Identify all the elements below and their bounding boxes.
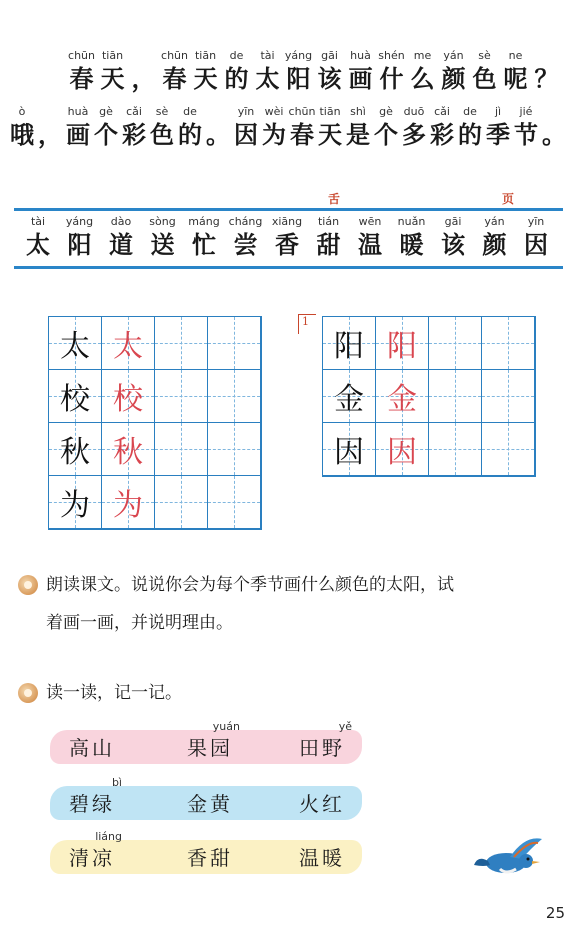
pinyin: chūn xyxy=(68,49,95,62)
pinyin: xiāng xyxy=(271,215,303,228)
hanzi: ， xyxy=(131,64,156,93)
pinyin: yáng xyxy=(65,215,94,228)
blank-practice-cell xyxy=(155,370,208,423)
pinyin: huà xyxy=(350,49,371,62)
ruby-char xyxy=(316,104,344,150)
hanzi: 彩 xyxy=(430,120,454,149)
hanzi: 季 xyxy=(486,120,510,149)
pinyin xyxy=(36,104,64,120)
blank-practice-cell xyxy=(482,317,535,370)
hanzi: 是 xyxy=(346,120,370,149)
pinyin: cǎi xyxy=(126,105,142,118)
pinyin: tiān xyxy=(194,49,217,62)
hanzi: 颜 xyxy=(441,64,466,93)
exercise-icon xyxy=(18,683,38,703)
vocab-char xyxy=(267,214,307,260)
band-word xyxy=(292,830,352,872)
radical-marker: 页 xyxy=(502,192,515,206)
hanzi: 因 xyxy=(234,120,258,149)
pinyin: ò xyxy=(18,105,26,118)
ruby-char xyxy=(176,104,204,150)
hanzi: 画 xyxy=(348,64,373,93)
trace-char-cell: 因 xyxy=(376,423,429,476)
pinyin: duō xyxy=(403,105,425,118)
pinyin: sè xyxy=(155,105,169,118)
model-char-cell: 因 xyxy=(323,423,376,476)
exercise-1-line-2: 着画一画，并说明理由。 xyxy=(46,613,233,633)
hanzi: 色 xyxy=(150,120,174,149)
vocab-top-line xyxy=(14,208,563,211)
word: 火红 xyxy=(299,792,345,816)
band-word xyxy=(62,830,122,872)
ruby-char xyxy=(372,104,400,150)
ruby-char xyxy=(204,104,232,150)
pinyin: shén xyxy=(378,49,405,62)
pinyin: liáng xyxy=(95,830,122,843)
vocab-char xyxy=(143,214,183,260)
blank-practice-cell xyxy=(208,476,261,529)
vocab-char xyxy=(226,214,266,260)
pinyin xyxy=(292,776,352,790)
vocab-char xyxy=(516,214,556,260)
blank-practice-cell xyxy=(208,317,261,370)
vocab-char xyxy=(392,214,432,260)
hanzi: 个 xyxy=(374,120,398,149)
band-word xyxy=(292,776,352,818)
ruby-char xyxy=(376,48,407,94)
pinyin: gāi xyxy=(444,215,462,228)
hanzi: 该 xyxy=(317,64,342,93)
hanzi: 春 xyxy=(290,120,314,149)
hanzi: 太 xyxy=(255,64,280,93)
ruby-char xyxy=(344,104,372,150)
blank-practice-cell xyxy=(208,370,261,423)
band-word xyxy=(62,720,122,762)
hanzi: 该 xyxy=(441,230,465,259)
hanzi: 色 xyxy=(472,64,497,93)
hanzi: 春 xyxy=(162,64,187,93)
pinyin xyxy=(540,104,568,120)
trace-char-cell: 校 xyxy=(102,370,155,423)
trace-char-cell: 金 xyxy=(376,370,429,423)
pinyin: cǎi xyxy=(434,105,450,118)
hanzi: 画 xyxy=(66,120,90,149)
pinyin xyxy=(128,48,159,64)
ruby-char xyxy=(540,104,568,150)
model-char-cell: 阳 xyxy=(323,317,376,370)
model-char-cell: 为 xyxy=(49,476,102,529)
hanzi: 的 xyxy=(458,120,482,149)
pinyin: jì xyxy=(494,105,502,118)
word: 高山 xyxy=(69,736,115,760)
exercise-1-line-1: 朗读课文。说说你会为每个季节画什么颜色的太阳，试 xyxy=(46,575,454,595)
blank-practice-cell xyxy=(429,370,482,423)
pinyin: wēn xyxy=(358,215,382,228)
pinyin: nuǎn xyxy=(397,215,426,228)
blank-practice-cell xyxy=(155,317,208,370)
word: 清凉 xyxy=(69,846,115,870)
vocab-char xyxy=(18,214,58,260)
model-char-cell: 校 xyxy=(49,370,102,423)
blank-practice-cell xyxy=(429,423,482,476)
ruby-char xyxy=(260,104,288,150)
pinyin: yuán xyxy=(212,720,240,733)
hanzi: 个 xyxy=(94,120,118,149)
pinyin: cháng xyxy=(228,215,263,228)
ruby-char xyxy=(456,104,484,150)
model-char-cell: 秋 xyxy=(49,423,102,476)
blank-practice-cell xyxy=(482,370,535,423)
writing-grid-left xyxy=(48,316,262,530)
ruby-char xyxy=(283,48,314,94)
ruby-char xyxy=(484,104,512,150)
ruby-char xyxy=(190,48,221,94)
pinyin: gè xyxy=(379,105,393,118)
ruby-char xyxy=(314,48,345,94)
word: 金黄 xyxy=(187,792,233,816)
page-number: 25 xyxy=(545,904,565,922)
ruby-char xyxy=(120,104,148,150)
pinyin: tiān xyxy=(101,49,124,62)
hanzi: 太 xyxy=(26,230,50,259)
exercise-icon xyxy=(18,575,38,595)
vocab-char xyxy=(309,214,349,260)
vocab-char xyxy=(350,214,390,260)
ruby-char xyxy=(159,48,190,94)
grid-tag: 1 xyxy=(298,314,316,334)
hanzi: 的 xyxy=(178,120,202,149)
hanzi: 尝 xyxy=(233,230,258,259)
model-char-cell: 金 xyxy=(323,370,376,423)
pinyin xyxy=(62,720,122,734)
blank-practice-cell xyxy=(482,423,535,476)
hanzi: 为 xyxy=(262,120,286,149)
writing-grid-right xyxy=(322,316,536,477)
pinyin: chūn xyxy=(161,49,188,62)
hanzi: 么 xyxy=(410,64,435,93)
pinyin: chūn xyxy=(288,105,316,118)
model-char-cell: 太 xyxy=(49,317,102,370)
pinyin xyxy=(180,830,240,844)
hanzi: 香 xyxy=(275,230,299,259)
band-word xyxy=(180,720,240,762)
pinyin: bì xyxy=(111,776,122,789)
pinyin: yīn xyxy=(237,105,255,118)
pinyin xyxy=(204,104,232,120)
band-word xyxy=(62,776,122,818)
hanzi: 忙 xyxy=(192,230,216,259)
ruby-char xyxy=(428,104,456,150)
hanzi: ？ xyxy=(534,64,559,93)
hanzi: 温 xyxy=(358,230,382,259)
vocab-char xyxy=(101,214,141,260)
trace-char-cell: 太 xyxy=(102,317,155,370)
pinyin: máng xyxy=(188,215,220,228)
vocab-char xyxy=(433,214,473,260)
band-word xyxy=(292,720,352,762)
ruby-char xyxy=(512,104,540,150)
pinyin: tài xyxy=(260,49,275,62)
hanzi: 春 xyxy=(69,64,94,93)
ruby-char xyxy=(148,104,176,150)
radical-marker: 舌 xyxy=(328,192,341,206)
pinyin: yīn xyxy=(527,215,545,228)
pinyin: huà xyxy=(67,105,89,118)
pinyin xyxy=(292,830,352,844)
ruby-char xyxy=(64,104,92,150)
pinyin: gāi xyxy=(321,49,338,62)
hanzi: 节 xyxy=(514,120,538,149)
ruby-char xyxy=(92,104,120,150)
ruby-char xyxy=(500,48,531,94)
ruby-char xyxy=(400,104,428,150)
hanzi: ， xyxy=(38,120,62,149)
ruby-char xyxy=(8,104,36,150)
hanzi: 天 xyxy=(318,120,342,149)
hanzi: 彩 xyxy=(122,120,146,149)
exercise-2-title: 读一读，记一记。 xyxy=(46,683,182,703)
hanzi: 。 xyxy=(542,120,566,149)
ruby-char xyxy=(469,48,500,94)
pinyin: ne xyxy=(508,49,523,62)
hanzi: 天 xyxy=(193,64,218,93)
pinyin xyxy=(180,776,240,790)
ruby-char xyxy=(531,48,562,94)
hanzi: 哦 xyxy=(10,120,34,149)
pinyin: me xyxy=(413,49,432,62)
hanzi: 多 xyxy=(402,120,426,149)
word: 碧绿 xyxy=(69,792,115,816)
pinyin: tiān xyxy=(319,105,341,118)
hanzi: 暖 xyxy=(399,230,424,259)
blank-practice-cell xyxy=(429,317,482,370)
ruby-char xyxy=(407,48,438,94)
pinyin: yán xyxy=(443,49,464,62)
pinyin: gè xyxy=(99,105,113,118)
hanzi: 因 xyxy=(524,230,548,259)
word: 香甜 xyxy=(187,846,233,870)
ruby-char xyxy=(252,48,283,94)
ruby-char xyxy=(232,104,260,150)
pinyin xyxy=(531,48,562,64)
pinyin: tián xyxy=(317,215,340,228)
ruby-char xyxy=(221,48,252,94)
ruby-char xyxy=(97,48,128,94)
trace-char-cell: 秋 xyxy=(102,423,155,476)
trace-char-cell: 为 xyxy=(102,476,155,529)
hanzi: 呢 xyxy=(503,64,528,93)
hanzi: 。 xyxy=(206,120,230,149)
pinyin: sòng xyxy=(149,215,176,228)
hanzi: 甜 xyxy=(316,230,341,259)
pinyin: yě xyxy=(338,720,352,733)
ruby-char xyxy=(438,48,469,94)
vocab-char xyxy=(184,214,224,260)
trace-char-cell: 阳 xyxy=(376,317,429,370)
ruby-char xyxy=(66,48,97,94)
ruby-char xyxy=(128,48,159,94)
bird-illustration xyxy=(470,835,550,880)
hanzi: 阳 xyxy=(67,230,92,259)
blank-practice-cell xyxy=(155,476,208,529)
word: 田野 xyxy=(299,736,345,760)
pinyin: de xyxy=(463,105,477,118)
hanzi: 天 xyxy=(100,64,125,93)
hanzi: 的 xyxy=(224,64,249,93)
pinyin: wèi xyxy=(264,105,284,118)
pinyin: jié xyxy=(519,105,533,118)
blank-practice-cell xyxy=(208,423,261,476)
pinyin: yán xyxy=(484,215,505,228)
vocab-char xyxy=(475,214,515,260)
pinyin: dào xyxy=(110,215,132,228)
hanzi: 道 xyxy=(109,230,133,259)
pinyin: de xyxy=(183,105,197,118)
ruby-char xyxy=(36,104,64,150)
band-word xyxy=(180,830,240,872)
pinyin: sè xyxy=(478,49,491,62)
pinyin: yáng xyxy=(284,49,313,62)
hanzi: 什 xyxy=(379,64,404,93)
ruby-char xyxy=(345,48,376,94)
blank-practice-cell xyxy=(155,423,208,476)
word: 温暖 xyxy=(299,846,345,870)
hanzi: 阳 xyxy=(286,64,311,93)
vocab-bottom-line xyxy=(14,266,563,269)
vocab-char xyxy=(60,214,100,260)
word: 果园 xyxy=(187,736,233,760)
pinyin: de xyxy=(229,49,244,62)
band-word xyxy=(180,776,240,818)
pinyin: shì xyxy=(350,105,366,118)
ruby-char xyxy=(288,104,316,150)
pinyin: tài xyxy=(30,215,46,228)
hanzi: 送 xyxy=(150,230,175,259)
hanzi: 颜 xyxy=(482,230,507,259)
